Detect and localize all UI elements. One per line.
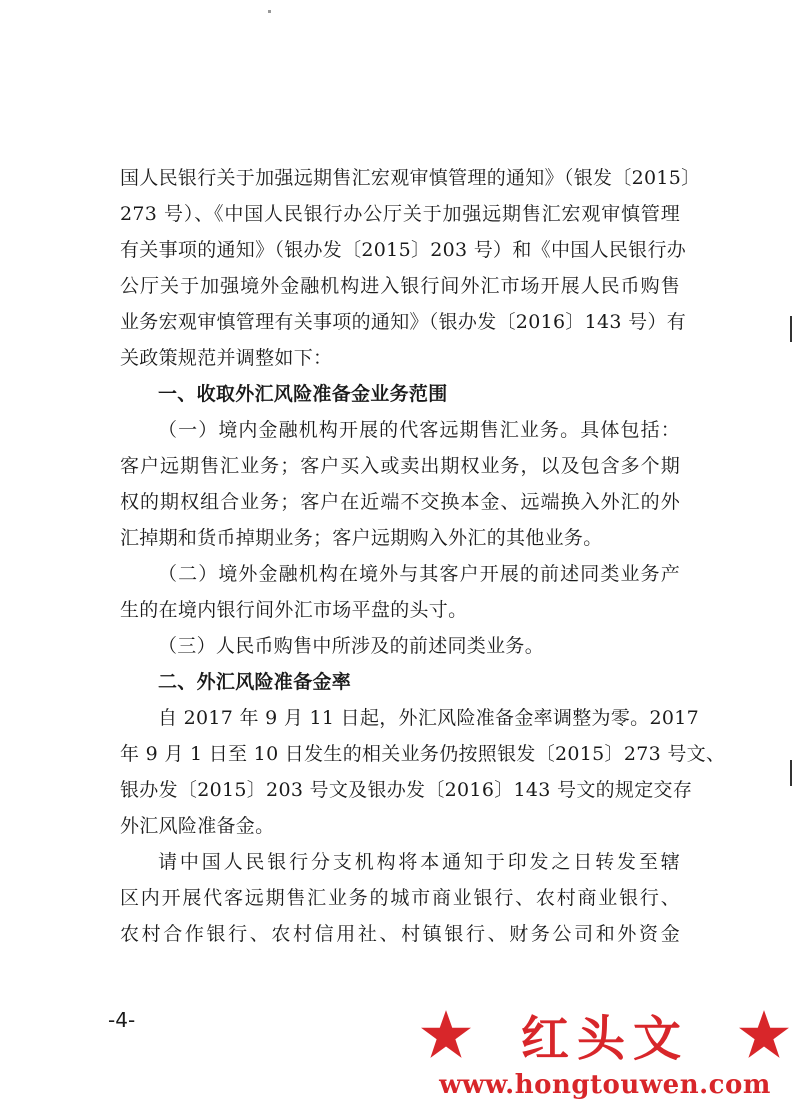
paragraph-line: 权的期权组合业务；客户在近端不交换本金、远端换入外汇的外 (120, 491, 680, 513)
document-body (120, 160, 726, 952)
page-number: -4- (108, 1008, 136, 1032)
paragraph-line: 客户远期售汇业务；客户买入或卖出期权业务，以及包含多个期 (120, 455, 680, 477)
paragraph-line: 273 号）、《中国人民银行办公厅关于加强远期售汇宏观审慎管理 (120, 203, 680, 225)
paragraph-line: 区内开展代客远期售汇业务的城市商业银行、农村商业银行、 (120, 887, 680, 909)
scan-edge-mark (790, 316, 792, 342)
paragraph-line: 公厅关于加强境外金融机构进入银行间外汇市场开展人民币购售 (120, 275, 680, 297)
star-icon (420, 1008, 472, 1060)
paragraph-line: 业务宏观审慎管理有关事项的通知》（银办发〔2016〕143 号）有 (120, 311, 687, 333)
scan-speck (268, 10, 271, 13)
paragraph-first-line: （二）境外金融机构在境外与其客户开展的前述同类业务产 (158, 563, 680, 585)
scan-edge-mark (790, 760, 792, 786)
paragraph-first-line: （一）境内金融机构开展的代客远期售汇业务。具体包括： (158, 419, 680, 441)
paragraph-line: 外汇风险准备金。 (120, 815, 275, 837)
section-heading: 一、收取外汇风险准备金业务范围 (158, 383, 448, 405)
watermark-title: 红头文 (520, 1010, 689, 1067)
paragraph-line: 年 9 月 1 日至 10 日发生的相关业务仍按照银发〔2015〕273 号文、 (120, 743, 726, 765)
paragraph-line: 国人民银行关于加强远期售汇宏观审慎管理的通知》（银发〔2015〕 (120, 167, 701, 189)
watermark-title-row (420, 1000, 790, 1068)
watermark-url: www.hongtouwen.com (439, 1070, 771, 1100)
watermark (420, 1000, 790, 1110)
star-icon (738, 1008, 790, 1060)
paragraph-first-line: （三）人民币购售中所涉及的前述同类业务。 (158, 635, 545, 657)
paragraph-line: 农村合作银行、农村信用社、村镇银行、财务公司和外资金 (120, 923, 680, 945)
paragraph-line: 银办发〔2015〕203 号文及银办发〔2016〕143 号文的规定交存 (120, 779, 693, 801)
paragraph-line: 生的在境内银行间外汇市场平盘的头寸。 (120, 599, 468, 621)
section-heading: 二、外汇风险准备金率 (158, 671, 352, 693)
paragraph-first-line: 请中国人民银行分支机构将本通知于印发之日转发至辖 (158, 851, 680, 873)
paragraph-first-line: 自 2017 年 9 月 11 日起，外汇风险准备金率调整为零。2017 (158, 707, 700, 729)
paragraph-line: 有关事项的通知》（银办发〔2015〕203 号）和《中国人民银行办 (120, 239, 687, 261)
paragraph-line: 汇掉期和货币掉期业务；客户远期购入外汇的其他业务。 (120, 527, 603, 549)
paragraph-line: 关政策规范并调整如下： (120, 347, 333, 369)
